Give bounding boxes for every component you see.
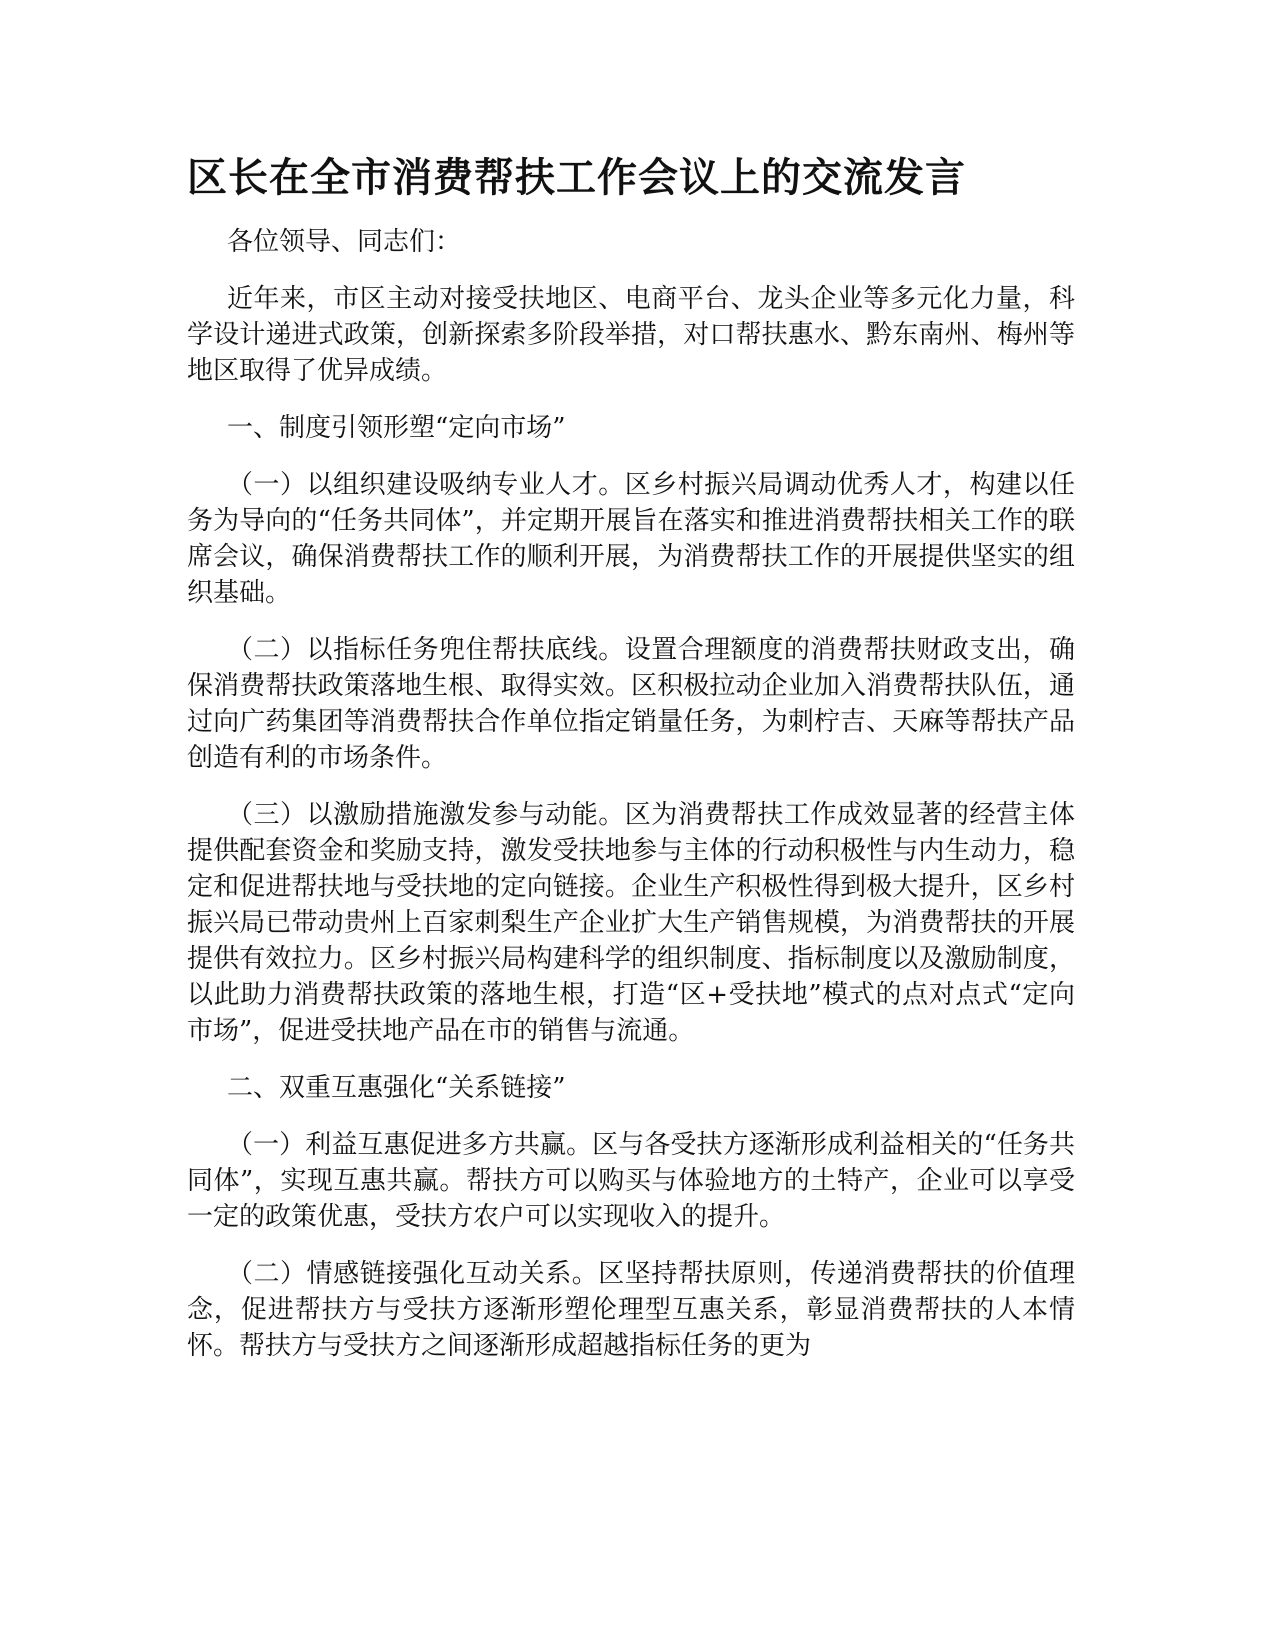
paragraph-2-2: （二）情感链接强化互动关系。区坚持帮扶原则，传递消费帮扶的价值理念，促进帮扶方与受扶方逐渐形塑伦理型互惠关系，彰显消费帮扶的人本情怀。帮扶方与受扶方之间逐渐形成超越指标任务的更为 — [187, 1259, 1075, 1361]
paragraph-1-3: （三）以激励措施激发参与动能。区为消费帮扶工作成效显著的经营主体提供配套资金和奖励支持，激发受扶地参与主体的行动积极性与内生动力，稳定和促进帮扶地与受扶地的定向链接。企业生产积极性得到极大提升，区乡村振兴局已带动贵州上百家刺梨生产企业扩大生产销售规模，为消费帮扶的开展提供有效拉力。区乡村振兴局构建科学的组织制度、指标制度以及激励制度，以此助力消费帮扶政策的落地生根，打造“区+受扶地”模式的点对点式“定向市场”，促进受扶地产品在市的销售与流通。 — [187, 800, 1075, 1046]
paragraph-1-2: （二）以指标任务兜住帮扶底线。设置合理额度的消费帮扶财政支出，确保消费帮扶政策落地生根、取得实效。区积极拉动企业加入消费帮扶队伍，通过向广药集团等消费帮扶合作单位指定销量任务，为刺柠吉、天麻等帮扶产品创造有利的市场条件。 — [187, 635, 1075, 773]
section-heading-1: 一、制度引领形塑“定向市场” — [227, 413, 566, 443]
paragraph-1-1: （一）以组织建设吸纳专业人才。区乡村振兴局调动优秀人才，构建以任务为导向的“任务共同体”，并定期开展旨在落实和推进消费帮扶相关工作的联席会议，确保消费帮扶工作的顺利开展，为消费帮扶工作的开展提供坚实的组织基础。 — [187, 470, 1075, 608]
paragraph-salutation: 各位领导、同志们： — [227, 227, 462, 257]
section-heading-2: 二、双重互惠强化“关系链接” — [227, 1073, 566, 1103]
document-title: 区长在全市消费帮扶工作会议上的交流发言 — [187, 155, 966, 201]
paragraph-intro: 近年来，市区主动对接受扶地区、电商平台、龙头企业等多元化力量，科学设计递进式政策，创新探索多阶段举措，对口帮扶惠水、黔东南州、梅州等地区取得了优异成绩。 — [187, 284, 1075, 386]
document-body — [187, 224, 1075, 1385]
paragraph-2-1: （一）利益互惠促进多方共赢。区与各受扶方逐渐形成利益相关的“任务共同体”，实现互惠共赢。帮扶方可以购买与体验地方的土特产，企业可以享受一定的政策优惠，受扶方农户可以实现收入的提升。 — [187, 1130, 1075, 1232]
